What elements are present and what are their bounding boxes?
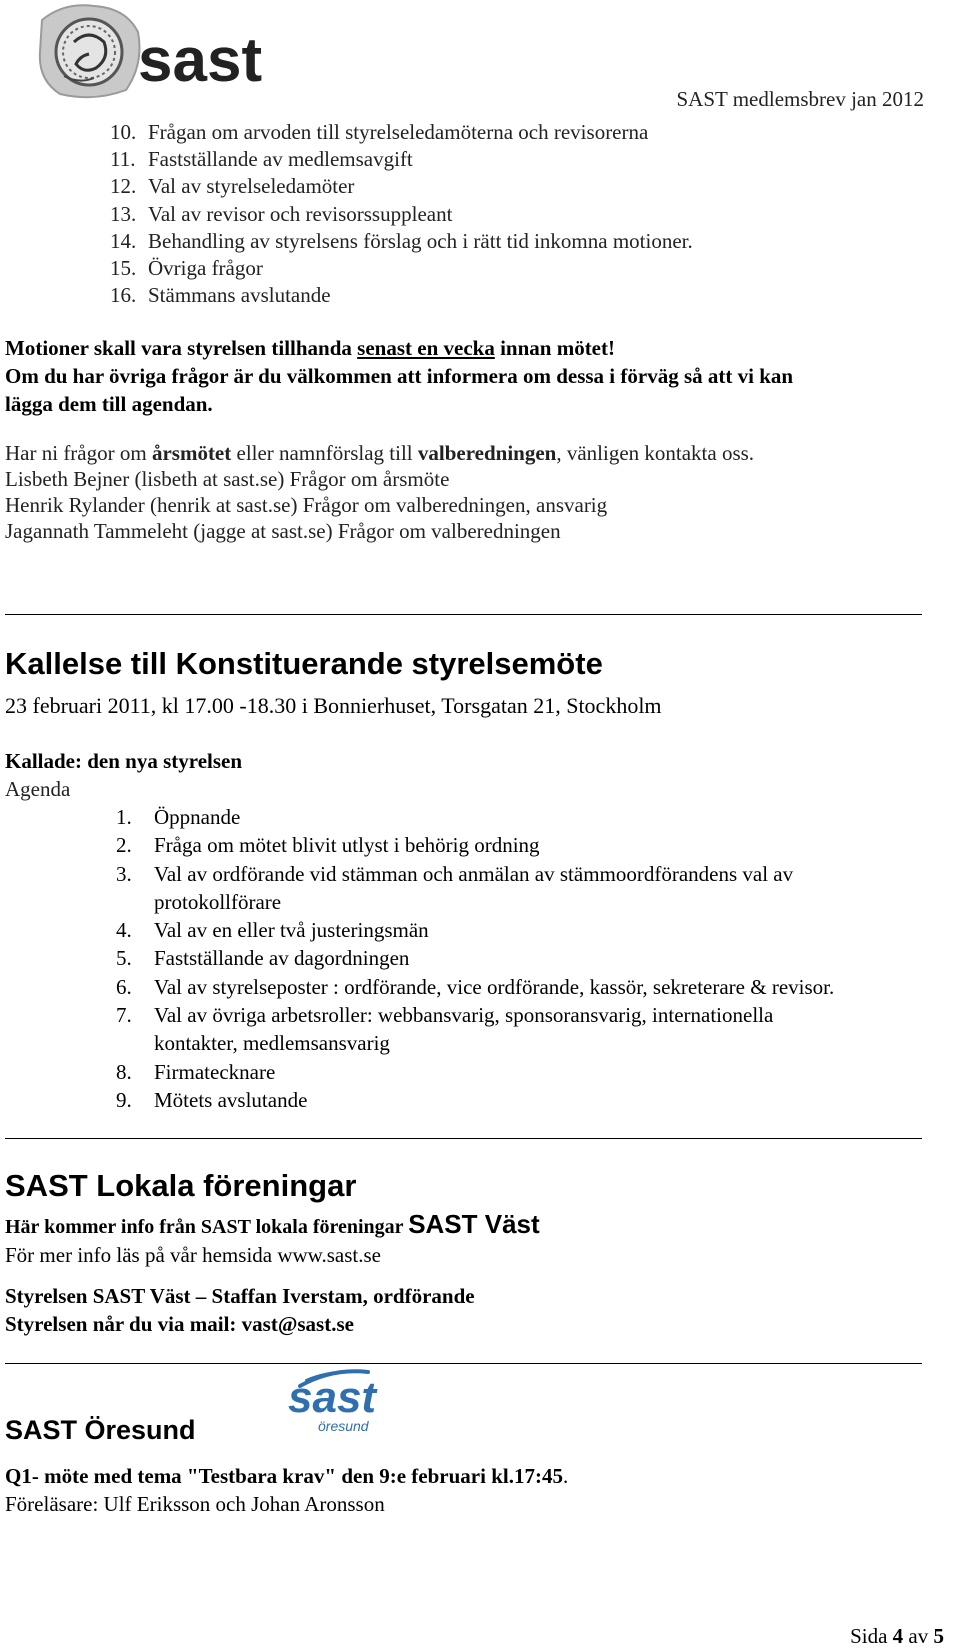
q1-meeting: Q1- möte med tema "Testbara krav" den 9:e februari kl.17:45. — [5, 1464, 569, 1488]
agenda-item-text: Stämmans avslutande — [148, 283, 331, 308]
agenda-item-number: 6. — [116, 974, 132, 999]
local-intro: Här kommer info från SAST lokala föreningar SAST Väst — [5, 1209, 540, 1239]
agenda-item-number: 14. — [110, 228, 137, 253]
divider-3 — [5, 1363, 922, 1364]
agenda-item — [110, 173, 693, 200]
meeting-date-place: 23 februari 2011, kl 17.00 -18.30 i Bonnierhuset, Torsgatan 21, Stockholm — [5, 693, 662, 718]
sast-oresund-logo — [282, 1366, 402, 1440]
agenda-item-text: Övriga frågor — [148, 256, 263, 281]
agenda-item-text: Val av styrelseledamöter — [148, 174, 355, 199]
agenda-item — [116, 1086, 834, 1114]
agenda-item-text: Öppnande — [154, 805, 241, 829]
contact-jagannath: Jagannath Tammeleht (jagge at sast.se) Frågor om valberedningen — [5, 519, 561, 543]
agenda-item-number: 10. — [110, 120, 137, 144]
agenda-item-number: 16. — [110, 283, 137, 308]
agenda-item-text: Fastställande av medlemsavgift — [148, 147, 413, 172]
agenda-item-text: kontakter, medlemsansvarig — [154, 1031, 390, 1056]
q1-speakers: Föreläsare: Ulf Eriksson och Johan Aronsson — [5, 1492, 385, 1516]
agenda-item-number: 8. — [116, 1059, 132, 1084]
agenda-item — [116, 973, 834, 1001]
agenda-item-text: Val av övriga arbetsroller: webbansvarig, sponsoransvarig, internationella — [154, 1003, 774, 1028]
oresund-heading: SAST Öresund — [5, 1415, 196, 1445]
agenda-item — [116, 831, 834, 859]
agenda-item — [116, 944, 834, 972]
local-heading: SAST Lokala föreningar — [5, 1168, 357, 1203]
agenda-item-text: protokollförare — [154, 889, 282, 914]
agenda-item-number: 4. — [116, 918, 132, 943]
agenda-item — [116, 803, 834, 831]
board-meeting-agenda — [116, 803, 834, 1114]
deadline-underlined: senast en vecka — [357, 336, 495, 360]
agenda-item-text: Behandling av styrelsens förslag och i rätt tid inkomna motioner. — [148, 228, 693, 253]
contact-lisbeth: Lisbeth Bejner (lisbeth at sast.se) Frågor om årsmöte — [5, 467, 450, 491]
agenda-item-text: Frågan om arvoden till styrelseledamöterna och revisorerna — [148, 120, 649, 144]
other-questions-text: Om du har övriga frågor är du välkommen att informera om dessa i förväg så att vi kan — [5, 364, 794, 388]
local-mail: Styrelsen når du via mail: vast@sast.se — [5, 1312, 354, 1336]
agenda-item-number: 11. — [110, 147, 136, 172]
agenda-item-number: 13. — [110, 201, 137, 226]
agenda-item — [110, 119, 693, 146]
agenda-item — [110, 201, 693, 228]
agenda-item — [110, 146, 693, 173]
sast-emblem-icon — [34, 2, 144, 102]
agenda-item-text: Val av styrelseposter : ordförande, vice ordförande, kassör, sekreterare & revisor. — [154, 974, 835, 999]
other-questions-text-2: lägga dem till agendan. — [5, 392, 213, 416]
agenda-item-number: 5. — [116, 946, 132, 971]
agenda-item-number: 12. — [110, 174, 137, 199]
motions-deadline: Motioner skall vara styrelsen tillhanda senast en vecka innan mötet! — [5, 336, 615, 360]
agenda-item-text: Fastställande av dagordningen — [154, 946, 410, 971]
agenda-item — [116, 1001, 834, 1058]
meeting-invited: Kallade: den nya styrelsen — [5, 749, 243, 773]
agenda-item-text: Val av ordförande vid stämman och anmälan av stämmoordförandens val av — [154, 861, 794, 886]
agenda-item — [116, 860, 834, 917]
agenda-label: Agenda — [5, 777, 71, 801]
agenda-item-text: Val av revisor och revisorssuppleant — [148, 201, 453, 226]
agenda-item-number: 15. — [110, 256, 137, 281]
oresund-logo-subtitle: öresund — [318, 1418, 369, 1434]
sast-logo — [34, 2, 274, 102]
agenda-item-number: 9. — [116, 1087, 132, 1112]
agenda-item — [110, 255, 693, 282]
agenda-item — [116, 1058, 834, 1086]
agenda-item-text: Firmatecknare — [154, 1059, 276, 1084]
local-more-info: För mer info läs på vår hemsida www.sast.se — [5, 1243, 381, 1267]
divider-2 — [5, 1138, 922, 1139]
agenda-item-number: 7. — [116, 1003, 132, 1028]
agenda-item-text: Val av en eller två justeringsmän — [154, 918, 429, 943]
agenda-item — [110, 228, 693, 255]
meeting-heading: Kallelse till Konstituerande styrelsemöte — [5, 646, 603, 681]
agenda-item-number: 3. — [116, 861, 132, 886]
local-board: Styrelsen SAST Väst – Staffan Iverstam, ordförande — [5, 1284, 475, 1308]
newsletter-title: SAST medlemsbrev jan 2012 — [676, 87, 924, 111]
oresund-logo-wordmark: sast — [288, 1373, 377, 1422]
agenda-item-text: Fråga om mötet blivit utlyst i behörig ordning — [154, 833, 540, 858]
annual-meeting-agenda-continued — [110, 119, 693, 309]
agenda-item-text: Mötets avslutande — [154, 1087, 308, 1112]
contacts-intro: Har ni frågor om årsmötet eller namnförslag till valberedningen, vänligen kontakta oss. — [5, 441, 755, 465]
sast-logo-wordmark: sast — [138, 26, 263, 95]
agenda-item-number: 2. — [116, 833, 132, 858]
contact-henrik: Henrik Rylander (henrik at sast.se) Frågor om valberedningen, ansvarig — [5, 493, 608, 517]
agenda-item-number: 1. — [116, 805, 132, 829]
page-number: Sida 4 av 5 — [850, 1624, 944, 1648]
agenda-item — [110, 282, 693, 309]
divider-1 — [5, 614, 922, 615]
agenda-item — [116, 916, 834, 944]
